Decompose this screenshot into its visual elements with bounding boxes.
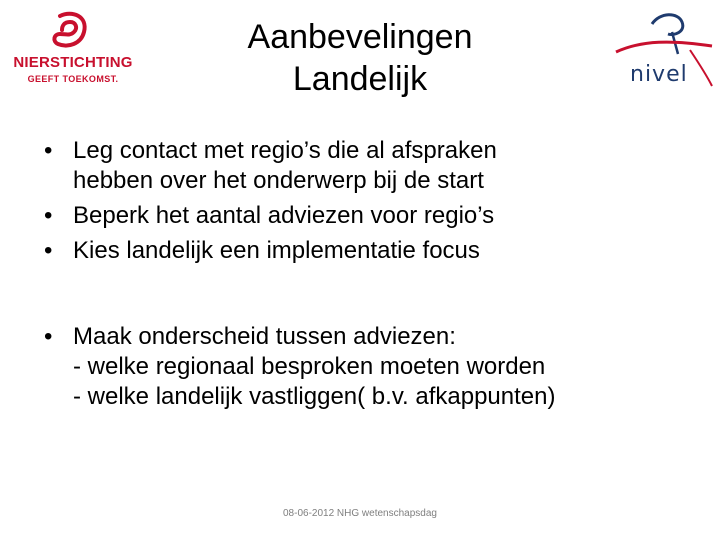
- bullet-line: hebben over het onderwerp bij de start: [73, 167, 484, 194]
- slide-footer: 08-06-2012 NHG wetenschapsdag: [283, 508, 437, 519]
- title-line-2: Landelijk: [292, 60, 428, 98]
- title-line-1: Aanbevelingen: [247, 18, 473, 56]
- bullet-line: • Maak onderscheid tussen adviezen:: [73, 323, 456, 350]
- nierstichting-logo: [4, 6, 134, 88]
- bullet-line: • Leg contact met regio’s die al afspraken: [73, 137, 497, 164]
- bullet-line: - welke regionaal besproken moeten worden: [73, 353, 546, 380]
- nivel-logo: [612, 6, 716, 96]
- logo-left-name: NIERSTICHTING: [13, 54, 133, 71]
- bullet-line: - welke landelijk vastliggen( b.v. afkappunten): [73, 383, 556, 410]
- slide-title: [180, 16, 540, 100]
- kidney-logo-icon: [48, 10, 92, 52]
- bullet-line: • Kies landelijk een implementatie focus: [73, 237, 480, 264]
- bullet-item: [44, 136, 684, 196]
- bullet-item: [44, 322, 684, 412]
- logo-right-name: nivel: [630, 62, 688, 87]
- bullet-item: [44, 201, 684, 231]
- bullet-line: • Beperk het aantal adviezen voor regio’s: [73, 202, 495, 229]
- logo-left-tagline: GEEFT TOEKOMST.: [27, 74, 119, 84]
- bullet-list: [44, 136, 684, 417]
- bullet-item: [44, 236, 684, 266]
